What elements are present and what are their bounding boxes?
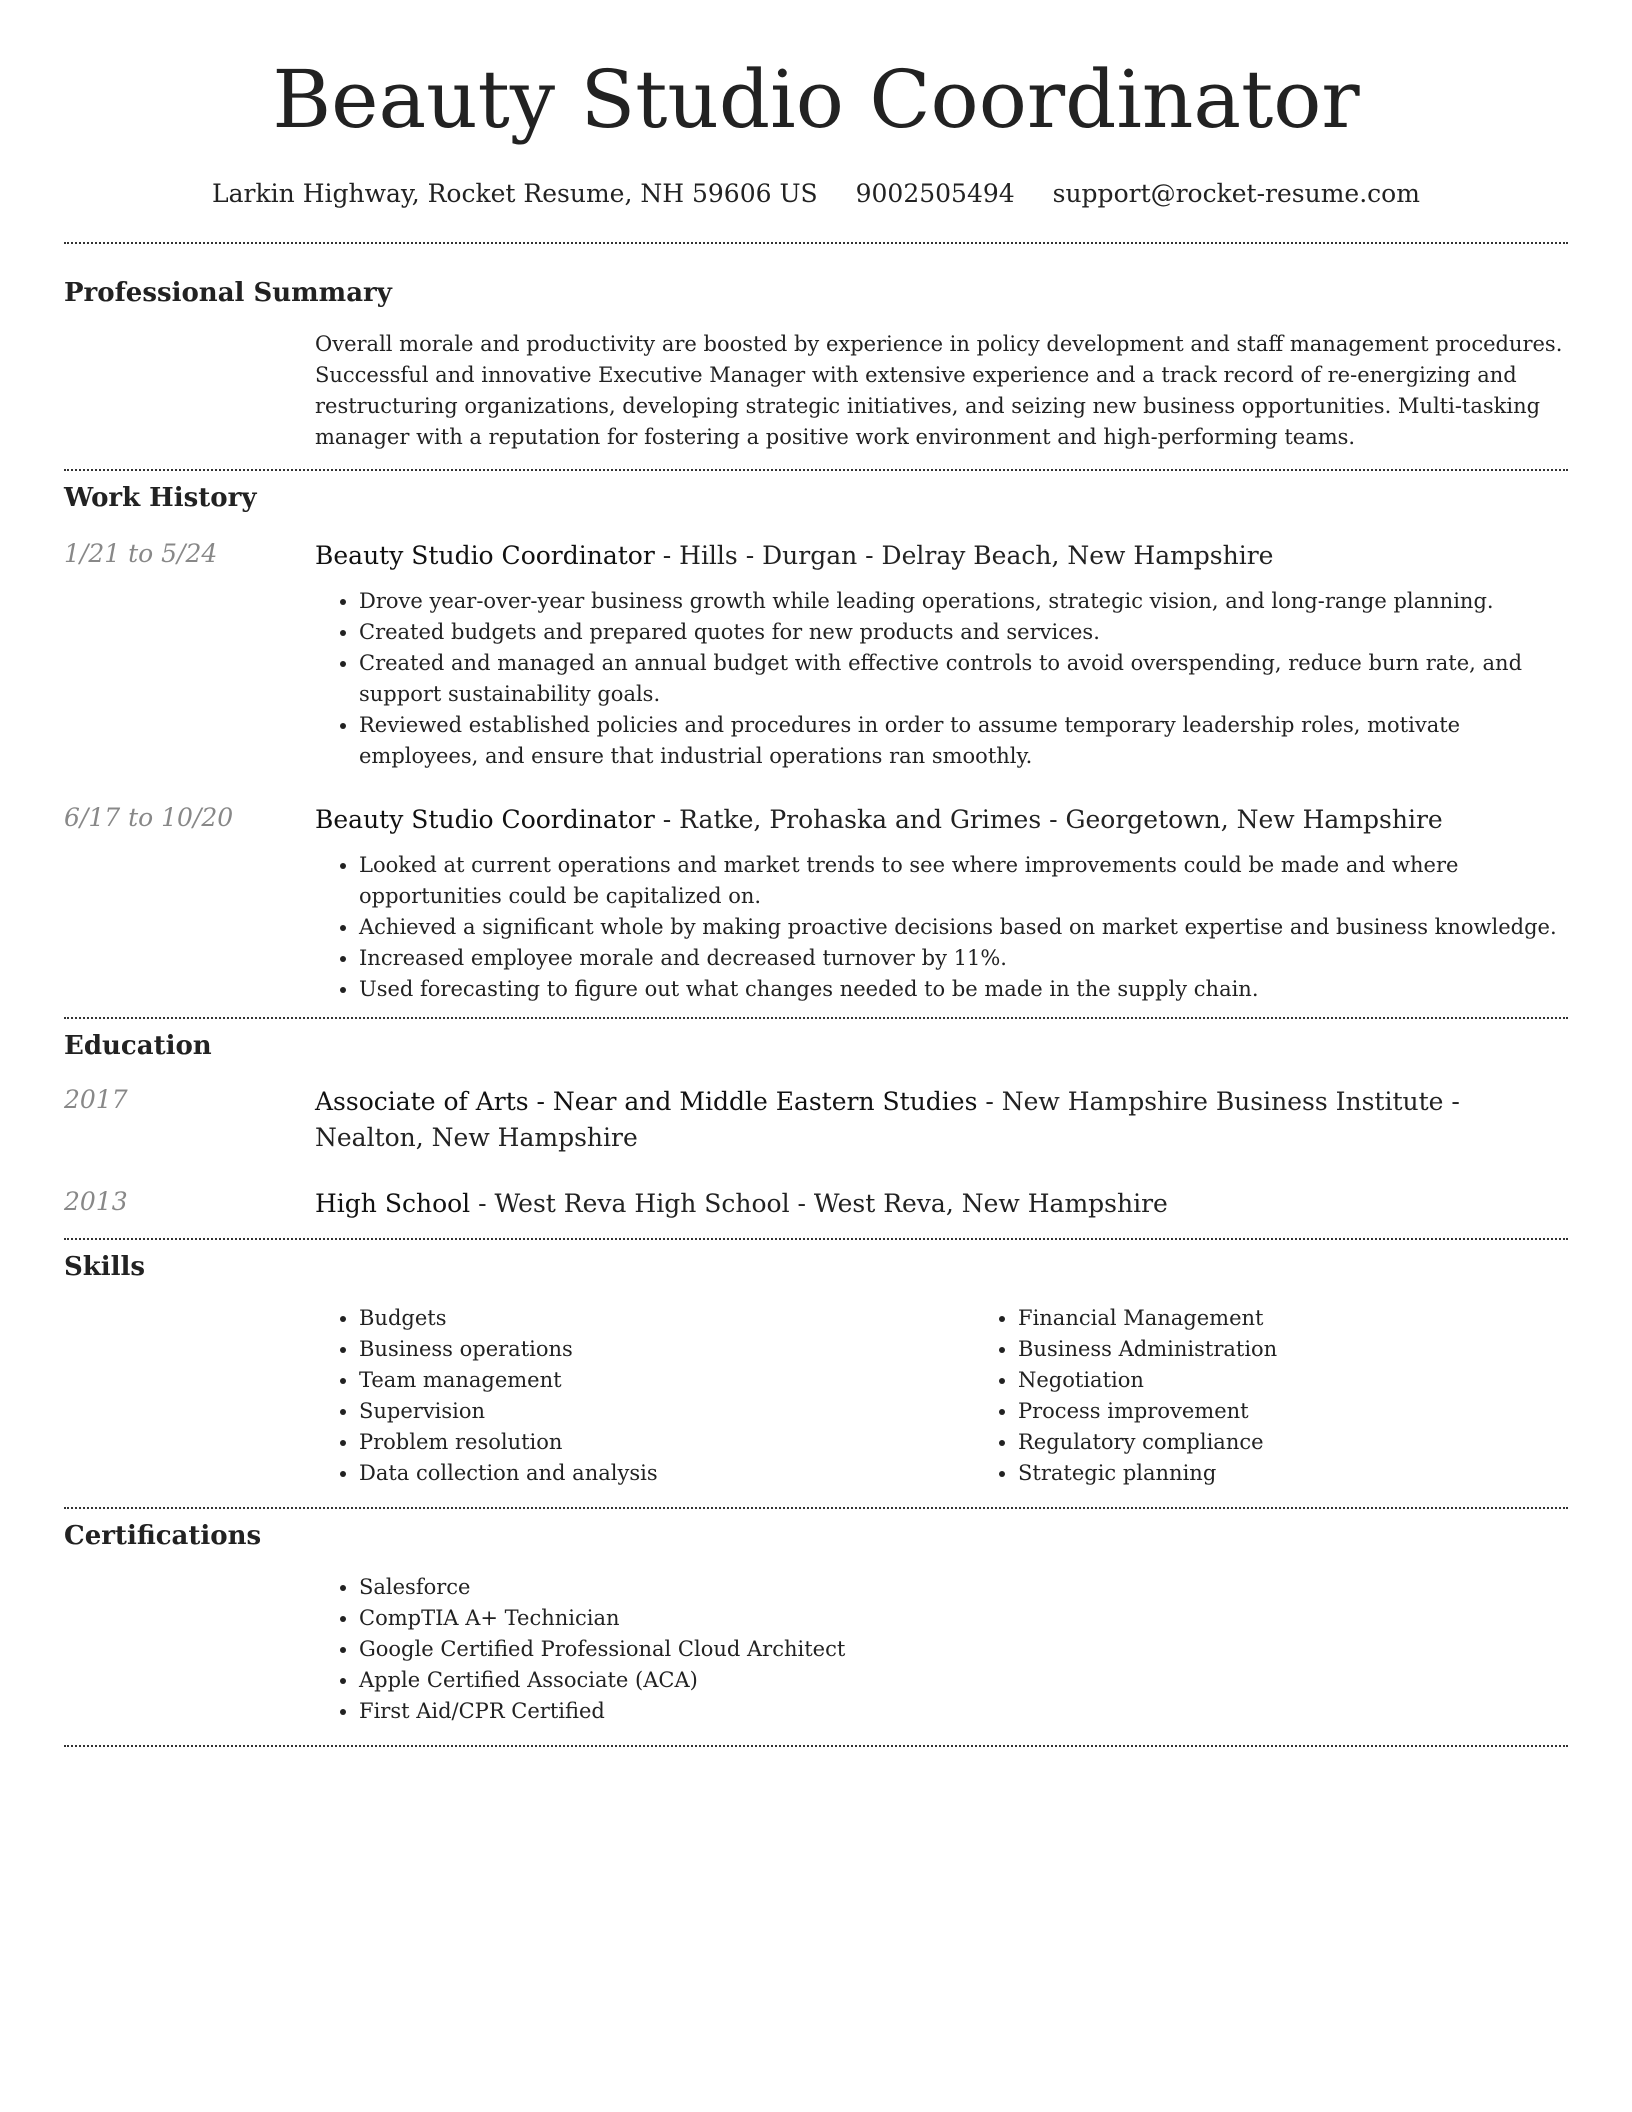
education-body — [315, 1186, 1568, 1222]
skills-list-left — [315, 1303, 974, 1489]
list-item: • Regulatory compliance — [1018, 1427, 1632, 1458]
skills-row — [64, 1303, 1568, 1489]
job-title — [315, 538, 1568, 574]
list-item: • Looked at current operations and market trends to see where improvements could be made and where opportunities could be capitalized on. — [359, 850, 1568, 912]
list-item: • Business operations — [359, 1334, 974, 1365]
list-item: • Supervision — [359, 1396, 974, 1427]
job-role: Beauty Studio Coordinator — [315, 805, 655, 834]
list-item: • CompTIA A+ Technician — [359, 1603, 1568, 1634]
list-item: • Created and managed an annual budget with effective controls to avoid overspending, reduce burn rate, and support sustainability goals. — [359, 648, 1568, 710]
summary-body — [315, 329, 1568, 453]
list-item: • Google Certified Professional Cloud Architect — [359, 1634, 1568, 1665]
list-item: • Data collection and analysis — [359, 1458, 974, 1489]
list-item: • Created budgets and prepared quotes for new products and services. — [359, 617, 1568, 648]
skills-list-right — [974, 1303, 1632, 1489]
list-item: • Budgets — [359, 1303, 974, 1334]
job-body — [315, 538, 1568, 772]
divider — [64, 242, 1568, 244]
contact-email: support@rocket-resume.com — [1052, 179, 1420, 208]
skills-left-spacer — [64, 1303, 315, 1489]
education-entry — [64, 1084, 1568, 1156]
summary-row — [64, 329, 1568, 453]
section-title-skills: Skills — [64, 1252, 146, 1282]
resume-header — [64, 0, 1568, 210]
education-entry — [64, 1186, 1568, 1222]
job-title — [315, 802, 1568, 838]
certifications-left-spacer — [64, 1572, 315, 1727]
education-body — [315, 1084, 1568, 1156]
education-details: - New Hampshire Business Institute - Nealton, New Hampshire — [315, 1087, 1460, 1152]
contact-phone: 9002505494 — [855, 179, 1015, 208]
list-item: • Drove year-over-year business growth while leading operations, strategic vision, and long-range planning. — [359, 586, 1568, 617]
job-details: - Ratke, Prohaska and Grimes - Georgetown, New Hampshire — [654, 805, 1443, 834]
section-title-work: Work History — [64, 483, 257, 513]
job-bullets — [315, 586, 1568, 772]
list-item: • Problem resolution — [359, 1427, 974, 1458]
divider — [64, 1238, 1568, 1240]
section-title-summary: Professional Summary — [64, 278, 392, 308]
job-role: Beauty Studio Coordinator — [315, 541, 655, 570]
education-degree: Associate of Arts - Near and Middle Eastern Studies — [315, 1087, 978, 1116]
list-item: • Process improvement — [1018, 1396, 1632, 1427]
divider — [64, 1507, 1568, 1509]
job-dates: 6/17 to 10/20 — [64, 803, 234, 832]
education-year: 2013 — [64, 1187, 128, 1216]
education-year: 2017 — [64, 1085, 128, 1114]
list-item: • Achieved a significant whole by making proactive decisions based on market expertise and business knowledge. — [359, 912, 1568, 943]
list-item: • Negotiation — [1018, 1365, 1632, 1396]
summary-left-spacer — [64, 329, 315, 453]
list-item: • First Aid/CPR Certified — [359, 1696, 1568, 1727]
list-item: • Apple Certified Associate (ACA) — [359, 1665, 1568, 1696]
list-item: • Strategic planning — [1018, 1458, 1632, 1489]
skills-columns — [315, 1303, 1632, 1489]
summary-section — [64, 277, 1568, 453]
certifications-body — [315, 1572, 1568, 1727]
education-title — [315, 1084, 1568, 1156]
job-bullets — [315, 850, 1568, 1005]
job-dates: 1/21 to 5/24 — [64, 539, 218, 568]
list-item: • Business Administration — [1018, 1334, 1632, 1365]
contact-address: Larkin Highway, Rocket Resume, NH 59606 US — [212, 179, 818, 208]
work-section — [64, 482, 1568, 1005]
contact-line — [64, 178, 1568, 210]
job-details: - Hills - Durgan - Delray Beach, New Hampshire — [654, 541, 1274, 570]
certifications-section — [64, 1520, 1568, 1727]
job-body — [315, 802, 1568, 1005]
job-entry — [64, 802, 1568, 1005]
certifications-row — [64, 1572, 1568, 1727]
education-degree: High School — [315, 1189, 471, 1218]
list-item: • Team management — [359, 1365, 974, 1396]
education-section — [64, 1030, 1568, 1222]
divider — [64, 469, 1568, 471]
divider — [64, 1017, 1568, 1019]
divider — [64, 1745, 1568, 1747]
candidate-name: Beauty Studio Coordinator — [272, 53, 1360, 146]
list-item: • Reviewed established policies and procedures in order to assume temporary leadership roles, motivate employees, and ensure that industrial operations ran smoothly. — [359, 710, 1568, 772]
section-title-education: Education — [64, 1031, 212, 1061]
job-entry — [64, 538, 1568, 772]
section-title-certifications: Certifications — [64, 1521, 262, 1551]
list-item: • Financial Management — [1018, 1303, 1632, 1334]
list-item: • Used forecasting to figure out what changes needed to be made in the supply chain. — [359, 974, 1568, 1005]
list-item: • Salesforce — [359, 1572, 1568, 1603]
education-details: - West Reva High School - West Reva, New Hampshire — [470, 1189, 1168, 1218]
skills-section — [64, 1251, 1568, 1489]
certifications-list — [315, 1572, 1568, 1727]
education-title — [315, 1186, 1568, 1222]
list-item: • Increased employee morale and decreased turnover by 11%. — [359, 943, 1568, 974]
summary-text: Overall morale and productivity are boosted by experience in policy development and staff management procedures. Successful and innovative Executive Manager with extensive experience and a track record of re-energizing and restructuring organizations, developing strategic initiatives, and seizing new business opportunities. Multi-tasking manager with a reputation for fostering a positive work environment and high-performing teams. — [315, 332, 1563, 449]
